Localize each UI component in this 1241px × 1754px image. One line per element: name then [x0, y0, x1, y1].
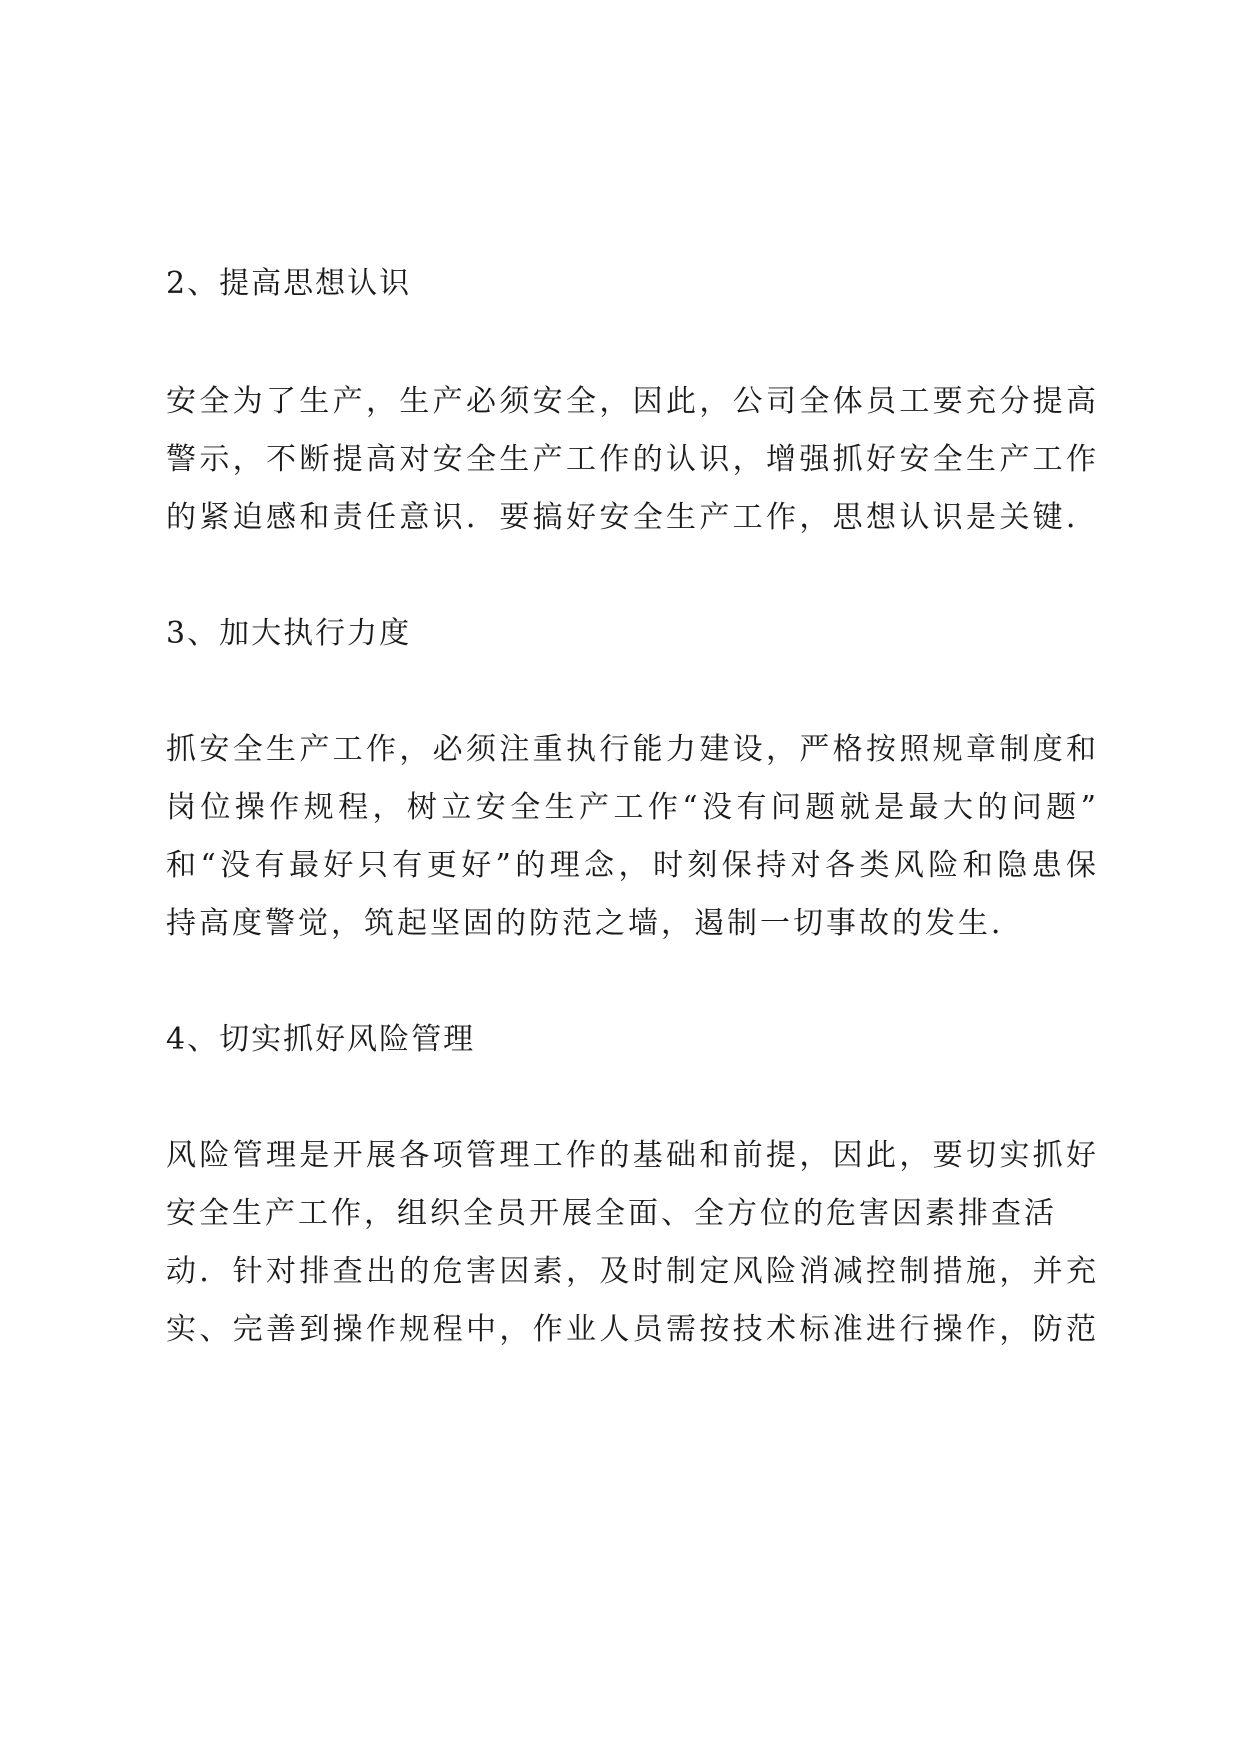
paragraph-line: 安全为了生产，生产必须安全，因此，公司全体员工要充分提高: [166, 384, 1096, 419]
paragraph-line: 持高度警觉，筑起坚固的防范之墙，遏制一切事故的发生．: [166, 906, 1024, 941]
document-page: [166, 0, 1096, 1754]
paragraph-line: 和“没有最好只有更好”的理念，时刻保持对各类风险和隐患保: [166, 848, 1096, 883]
section-heading: 2、提高思想认识: [166, 266, 412, 301]
section-heading: 3、加大执行力度: [166, 616, 412, 651]
paragraph-line: 实、完善到操作规程中，作业人员需按技术标准进行操作，防范: [166, 1312, 1096, 1347]
paragraph-line: 的紧迫感和责任意识．要搞好安全生产工作，思想认识是关键．: [166, 500, 1096, 535]
section-heading: 4、切实抓好风险管理: [166, 1022, 476, 1057]
paragraph-line: 安全生产工作，组织全员开展全面、全方位的危害因素排查活: [166, 1196, 1057, 1231]
paragraph-line: 风险管理是开展各项管理工作的基础和前提，因此，要切实抓好: [166, 1138, 1096, 1173]
paragraph-line: 警示，不断提高对安全生产工作的认识，增强抓好安全生产工作: [166, 442, 1096, 477]
paragraph-line: 动．针对排查出的危害因素，及时制定风险消减控制措施，并充: [166, 1254, 1096, 1289]
paragraph-line: 岗位操作规程，树立安全生产工作“没有问题就是最大的问题”: [166, 790, 1096, 825]
paragraph-line: 抓安全生产工作，必须注重执行能力建设，严格按照规章制度和: [166, 732, 1096, 767]
